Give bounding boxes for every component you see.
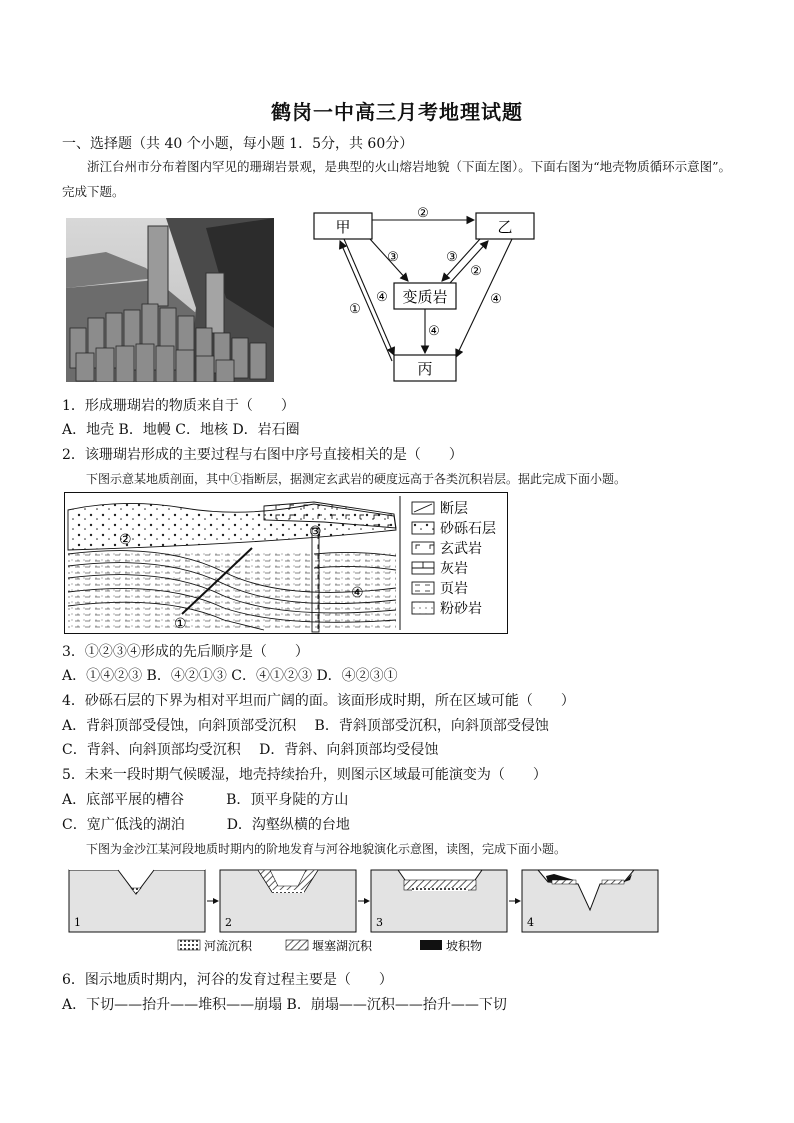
section-label-4: ④ xyxy=(351,585,364,601)
question-4-options-cd: C．背斜、向斜顶部均受沉积 D．背斜、向斜顶部均受侵蚀 xyxy=(62,742,439,758)
section-label-2: ② xyxy=(119,532,132,548)
legend-lake-deposit: 堰塞湖沉积 xyxy=(312,939,373,953)
cycle-label-3: ③ xyxy=(387,250,399,265)
panel-3-label: 3 xyxy=(376,916,383,929)
section-label-3: ③ xyxy=(309,524,322,540)
question-4-options-ab: A．背斜顶部受侵蚀，向斜顶部受沉积 B．背斜顶部受沉积，向斜顶部受侵蚀 xyxy=(62,718,549,734)
legend-gravel: 砂砾石层 xyxy=(440,521,496,537)
cycle-label-3b: ③ xyxy=(446,250,458,265)
section-heading: 一、选择题（共 40 个小题，每小题 1．5分，共 60分） xyxy=(62,136,414,152)
question-1: 1．形成珊瑚岩的物质来自于（ ） xyxy=(62,398,295,414)
panel-2-label: 2 xyxy=(225,916,232,929)
legend-colluvium: 坡积物 xyxy=(446,939,483,953)
question-4: 4．砂砾石层的下界为相对平坦而广阔的面。该面形成时期，所在区域可能（ ） xyxy=(62,693,575,709)
question-6: 6．图示地质时期内，河谷的发育过程主要是（ ） xyxy=(62,972,393,988)
legend-limestone: 灰岩 xyxy=(440,561,468,577)
intro-paragraph-1: 浙江台州市分布着图内罕见的珊瑚岩景观，是典型的火山熔岩地貌（下面左图）。下面右图为“地壳物质循环示意图”。完成下题。 xyxy=(62,159,732,199)
panel-1-label: 1 xyxy=(74,916,81,929)
question-2: 2．该珊瑚岩形成的主要过程与右图中序号直接相关的是（ ） xyxy=(62,447,463,463)
rock-cycle-diagram xyxy=(300,205,550,385)
legend-river-deposit: 河流沉积 xyxy=(204,939,253,953)
question-6-options: A．下切——抬升——堆积——崩塌 B．崩塌——沉积——抬升——下切 xyxy=(62,997,507,1013)
cycle-label-4: ④ xyxy=(376,290,388,305)
question-5-options-ab: A．底部平展的槽谷 B．顶平身陡的方山 xyxy=(62,792,349,808)
question-5: 5．未来一段时期气候暖湿，地壳持续抬升，则图示区域最可能演变为（ ） xyxy=(62,767,547,783)
cycle-label-2b: ② xyxy=(470,264,482,279)
intro-paragraph-3: 下图为金沙江某河段地质时期内的阶地发育与河谷地貌演化示意图，读图，完成下面小题。 xyxy=(86,842,567,856)
cycle-label-4b: ④ xyxy=(428,324,440,339)
cycle-label-1: ① xyxy=(349,302,361,317)
page-title: 鹤岗一中高三月考地理试题 xyxy=(271,100,523,124)
question-5-options-cd: C．宽广低浅的湖泊 D．沟壑纵横的台地 xyxy=(62,817,350,833)
cycle-jia: 甲 xyxy=(335,218,351,236)
legend-siltstone: 粉砂岩 xyxy=(440,601,482,617)
valley-evolution-diagram xyxy=(68,868,662,956)
cycle-bing: 丙 xyxy=(417,360,433,378)
rock-photo xyxy=(66,218,274,382)
question-3-options: A．①④②③ B．④②①③ C．④①②③ D．④②③① xyxy=(62,668,398,684)
section-label-1: ① xyxy=(174,616,187,632)
legend-basalt: 玄武岩 xyxy=(440,541,482,557)
legend-fault: 断层 xyxy=(440,501,468,517)
question-1-options: A．地壳 B．地幔 C．地核 D．岩石圈 xyxy=(62,422,300,438)
geologic-section-diagram xyxy=(64,492,508,634)
cycle-label-4c: ④ xyxy=(490,292,502,307)
panel-4-label: 4 xyxy=(527,916,534,929)
cycle-metamorphic: 变质岩 xyxy=(402,288,448,306)
cycle-label-2: ② xyxy=(417,206,429,221)
intro-paragraph-2: 下图示意某地质剖面，其中①指断层，据测定玄武岩的硬度远高于各类沉积岩层。据此完成下面小题。 xyxy=(86,472,627,486)
legend-shale: 页岩 xyxy=(440,581,468,597)
question-3: 3．①②③④形成的先后顺序是（ ） xyxy=(62,644,309,660)
cycle-yi: 乙 xyxy=(497,218,513,236)
